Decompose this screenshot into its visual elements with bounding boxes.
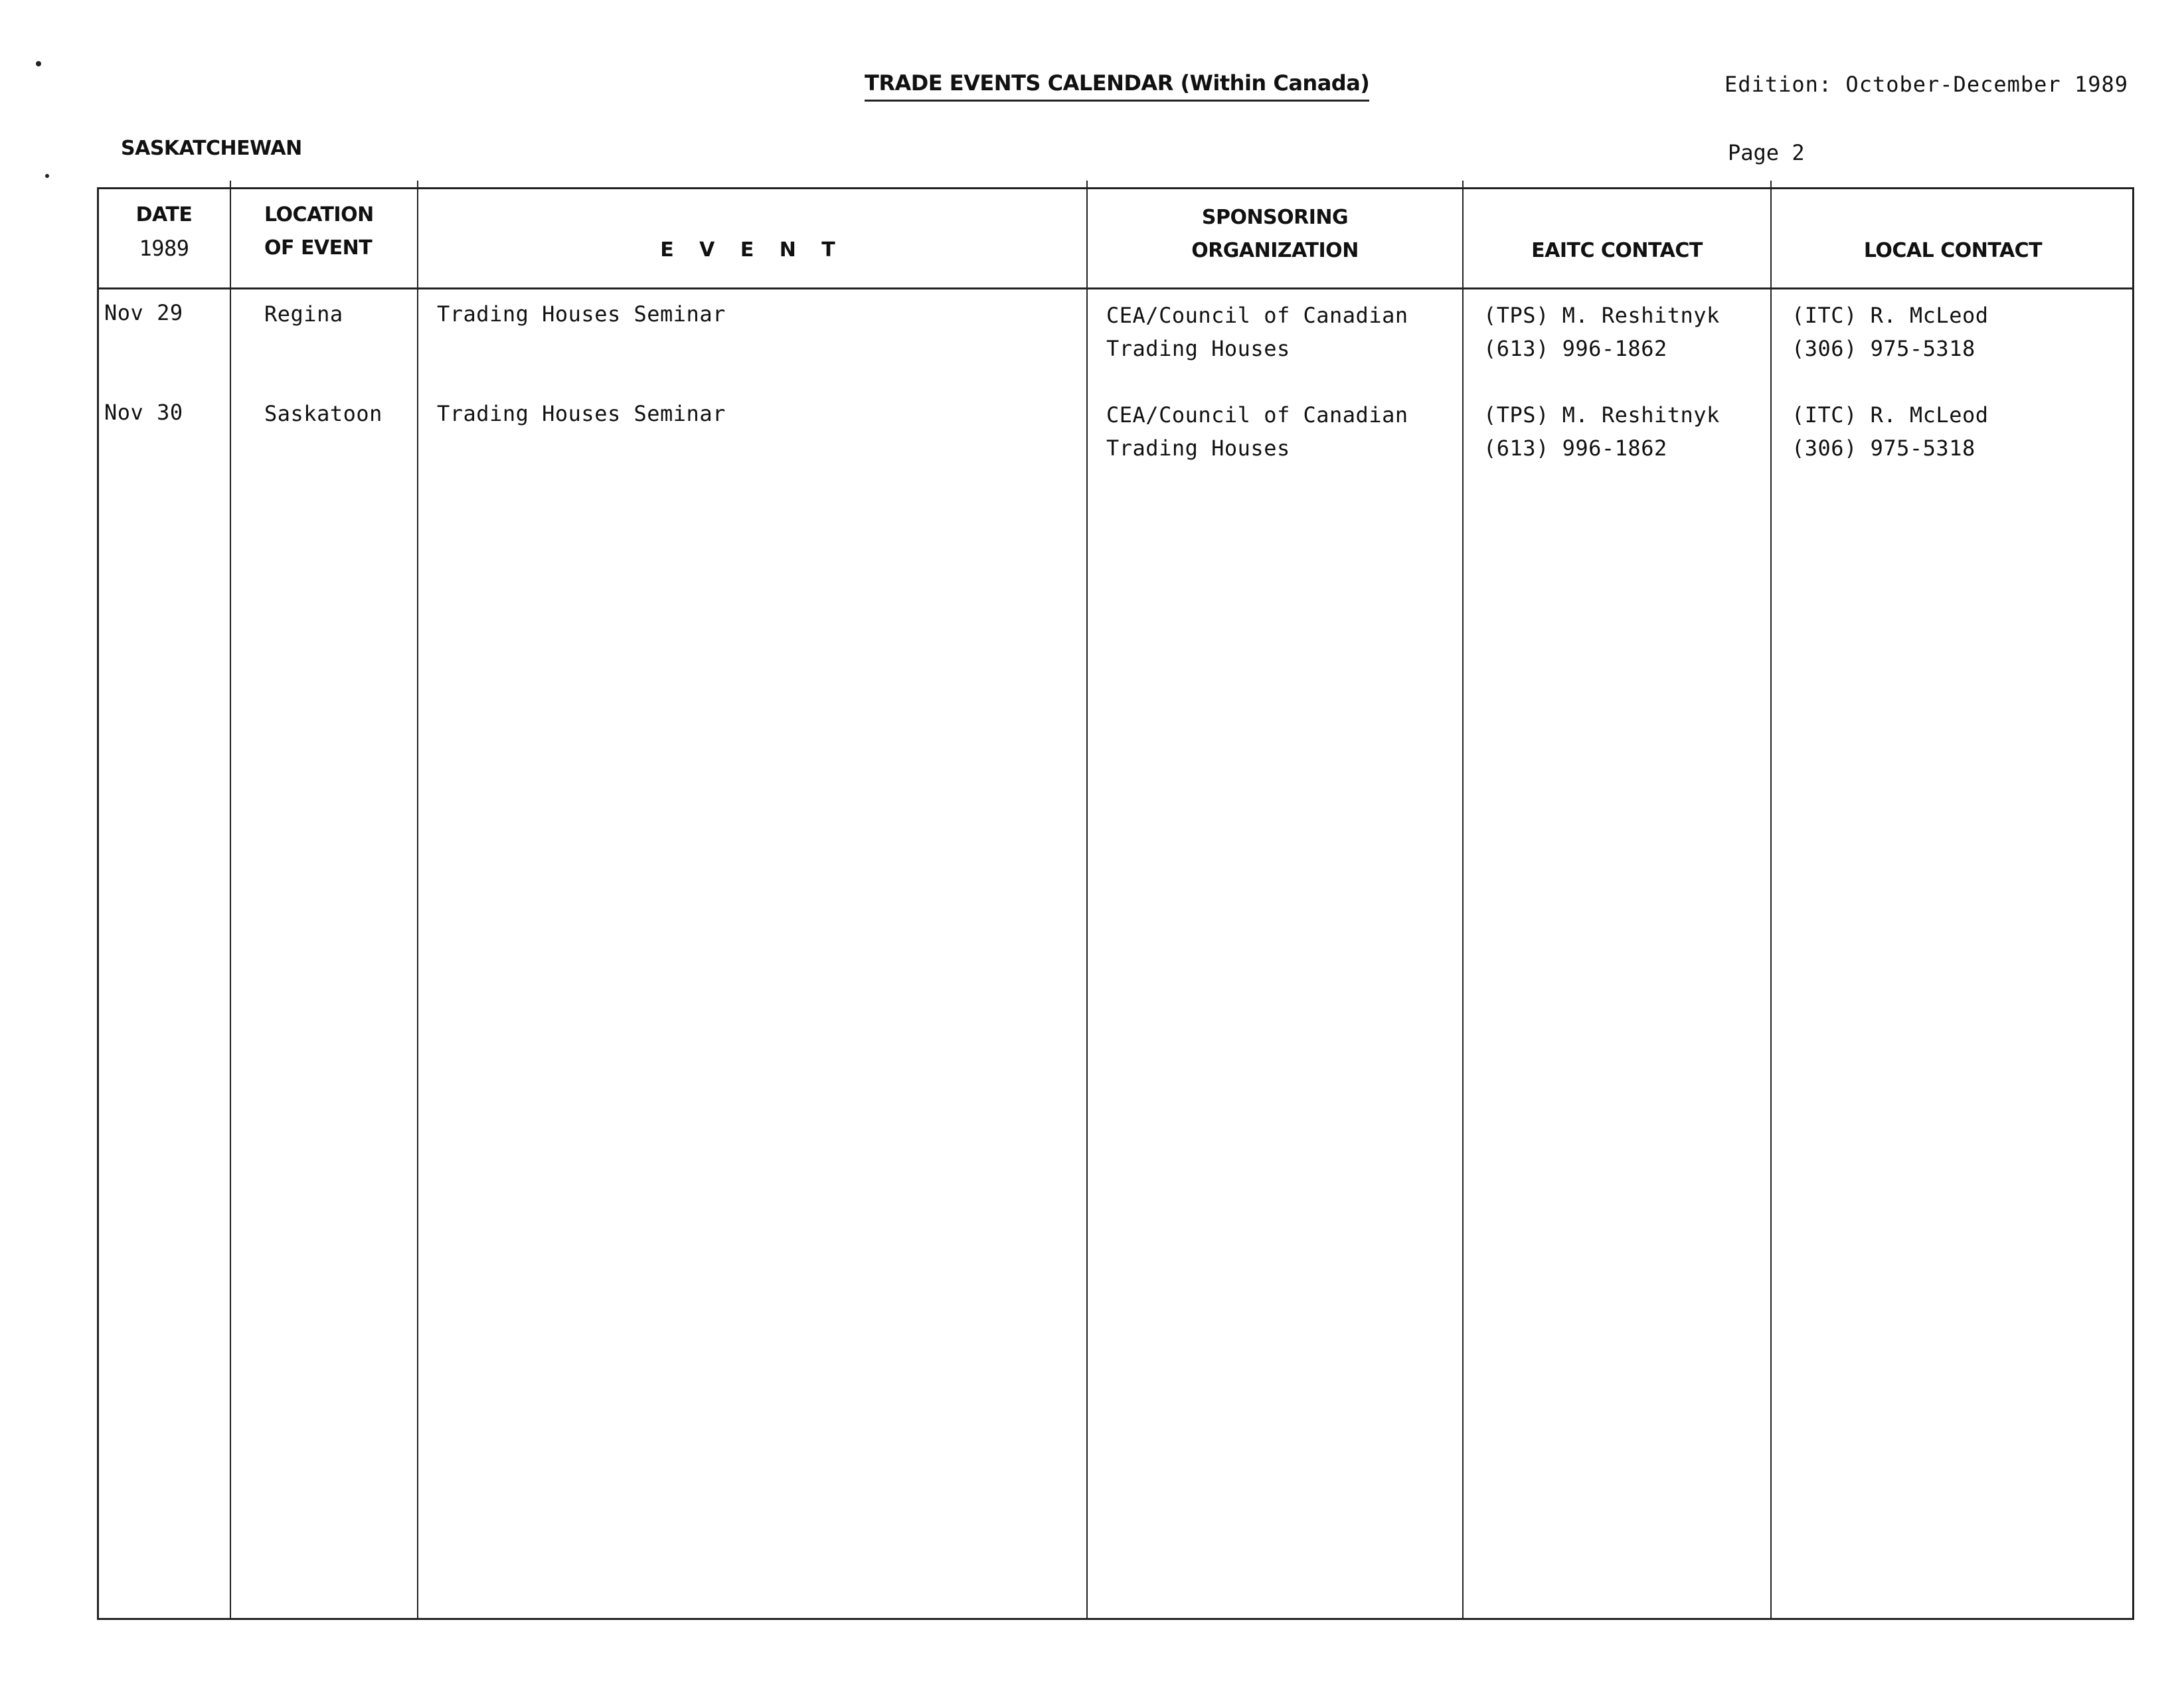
contact-phone: (306) 975-5318 bbox=[1792, 436, 1975, 461]
column-header-date bbox=[100, 199, 228, 265]
edition-label: Edition: October-December 1989 bbox=[1724, 72, 2128, 97]
table-row-local-contact bbox=[1792, 299, 1988, 365]
column-header-location-line2: OF EVENT bbox=[264, 236, 373, 260]
column-header-date-year: 1989 bbox=[139, 236, 189, 261]
column-header-location bbox=[264, 199, 374, 265]
sponsor-line: Trading Houses bbox=[1106, 436, 1290, 461]
column-header-sponsor bbox=[1088, 201, 1462, 268]
column-divider bbox=[1770, 181, 1772, 1620]
contact-phone: (306) 975-5318 bbox=[1792, 336, 1975, 361]
column-divider bbox=[230, 181, 231, 1620]
contact-name: (ITC) R. McLeod bbox=[1792, 303, 1989, 328]
column-header-event bbox=[418, 234, 1086, 267]
column-divider bbox=[1462, 181, 1464, 1620]
sponsor-line: CEA/Council of Canadian bbox=[1106, 402, 1408, 428]
table-row-location: Regina bbox=[264, 301, 343, 327]
contact-name: (TPS) M. Reshitnyk bbox=[1483, 402, 1720, 428]
table-row-date: Nov 30 bbox=[104, 400, 183, 425]
table-row-sponsor bbox=[1106, 299, 1408, 365]
margin-mark bbox=[45, 174, 49, 178]
column-divider bbox=[1086, 181, 1088, 1620]
sponsor-line: CEA/Council of Canadian bbox=[1106, 303, 1408, 328]
table-row-date: Nov 29 bbox=[104, 300, 183, 325]
contact-name: (ITC) R. McLeod bbox=[1792, 402, 1989, 428]
table-row-event: Trading Houses Seminar bbox=[437, 401, 726, 426]
contact-phone: (613) 996-1862 bbox=[1483, 436, 1667, 461]
contact-name: (TPS) M. Reshitnyk bbox=[1483, 303, 1720, 328]
contact-phone: (613) 996-1862 bbox=[1483, 336, 1667, 361]
column-header-sponsor-line2: ORGANIZATION bbox=[1191, 239, 1359, 262]
column-header-sponsor-line1: SPONSORING bbox=[1201, 206, 1349, 229]
table-row-local-contact bbox=[1792, 398, 1988, 465]
sponsor-line: Trading Houses bbox=[1106, 336, 1290, 361]
table-row-event: Trading Houses Seminar bbox=[437, 301, 726, 327]
page-number: Page 2 bbox=[1728, 140, 1805, 165]
margin-mark bbox=[36, 61, 41, 66]
table-row-location: Saskatoon bbox=[264, 401, 382, 426]
column-header-eaitc bbox=[1464, 234, 1770, 268]
province-heading: SASKATCHEWAN bbox=[121, 137, 302, 160]
table-row-sponsor bbox=[1106, 398, 1408, 465]
column-header-date-title: DATE bbox=[135, 203, 193, 226]
page-title: TRADE EVENTS CALENDAR (Within Canada) bbox=[865, 70, 1369, 102]
column-header-location-line1: LOCATION bbox=[264, 203, 374, 226]
column-divider bbox=[417, 181, 418, 1620]
column-header-event-label: E V E N T bbox=[660, 238, 845, 262]
column-header-local bbox=[1772, 234, 2134, 268]
table-row-eaitc-contact bbox=[1483, 398, 1720, 465]
table-row-eaitc-contact bbox=[1483, 299, 1720, 365]
column-header-eaitc-label: EAITC CONTACT bbox=[1531, 239, 1703, 262]
header-divider bbox=[97, 287, 2134, 289]
column-header-local-label: LOCAL CONTACT bbox=[1863, 239, 2043, 262]
